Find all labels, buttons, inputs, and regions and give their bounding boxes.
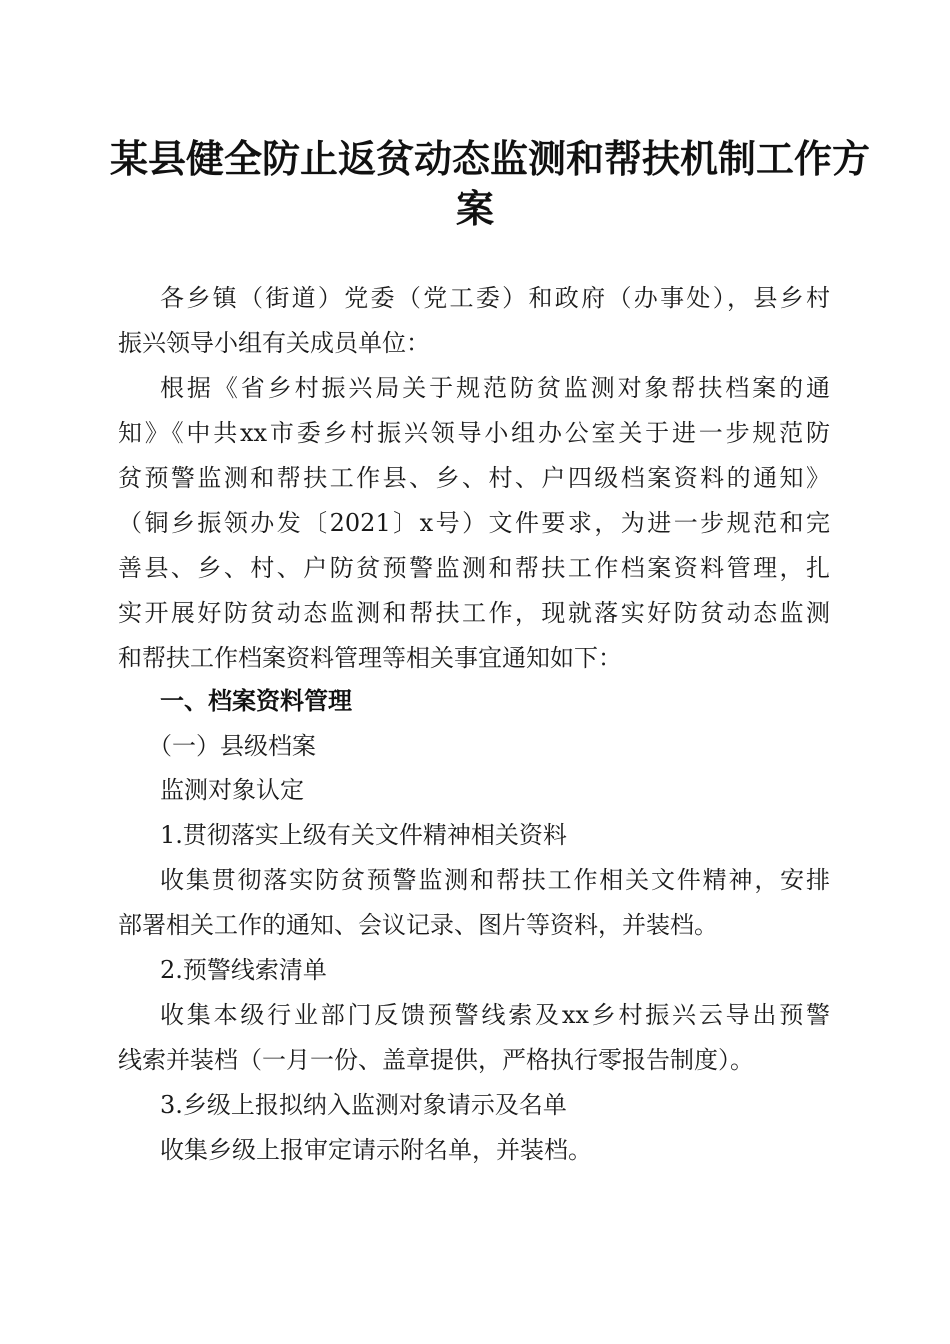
item-body-line: 收集乡级上报审定请示附名单，并装档。 bbox=[160, 1136, 592, 1164]
item-body-line: 收集贯彻落实防贫预警监测和帮扶工作相关文件精神，安排 bbox=[160, 866, 830, 894]
item-title: 2.预警线索清单 bbox=[160, 956, 327, 984]
document-title-line-2: 案 bbox=[455, 186, 494, 231]
intro-paragraph-line: 和帮扶工作档案资料管理等相关事宜通知如下： bbox=[118, 644, 622, 672]
item-body-line: 收集本级行业部门反馈预警线索及xx乡村振兴云导出预警 bbox=[160, 1001, 830, 1029]
intro-paragraph-line: 实开展好防贫动态监测和帮扶工作，现就落实好防贫动态监测 bbox=[118, 599, 830, 627]
item-title: 3.乡级上报拟纳入监测对象请示及名单 bbox=[160, 1091, 567, 1119]
intro-paragraph-line: 善县、乡、村、户防贫预警监测和帮扶工作档案资料管理，扎 bbox=[118, 554, 830, 582]
item-body-line: 线索并装档（一月一份、盖章提供，严格执行零报告制度）。 bbox=[118, 1046, 754, 1074]
item-body-line: 部署相关工作的通知、会议记录、图片等资料，并装档。 bbox=[118, 911, 718, 939]
subsection-heading: （一）县级档案 bbox=[148, 732, 316, 760]
salutation-line: 振兴领导小组有关成员单位： bbox=[118, 329, 430, 357]
intro-paragraph-line: （铜乡振领办发〔2021〕x号）文件要求，为进一步规范和完 bbox=[118, 509, 830, 537]
section-heading: 一、档案资料管理 bbox=[160, 687, 352, 715]
category-label: 监测对象认定 bbox=[160, 776, 304, 804]
item-title: 1.贯彻落实上级有关文件精神相关资料 bbox=[160, 821, 567, 849]
salutation-line: 各乡镇（街道）党委（党工委）和政府（办事处），县乡村 bbox=[160, 284, 830, 312]
intro-paragraph-line: 知》《中共xx市委乡村振兴领导小组办公室关于进一步规范防 bbox=[118, 419, 830, 447]
intro-paragraph-line: 根据《省乡村振兴局关于规范防贫监测对象帮扶档案的通 bbox=[160, 374, 830, 402]
document-title-line-1: 某县健全防止返贫动态监测和帮扶机制工作方 bbox=[110, 136, 871, 181]
intro-paragraph-line: 贫预警监测和帮扶工作县、乡、村、户四级档案资料的通知》 bbox=[118, 464, 830, 492]
